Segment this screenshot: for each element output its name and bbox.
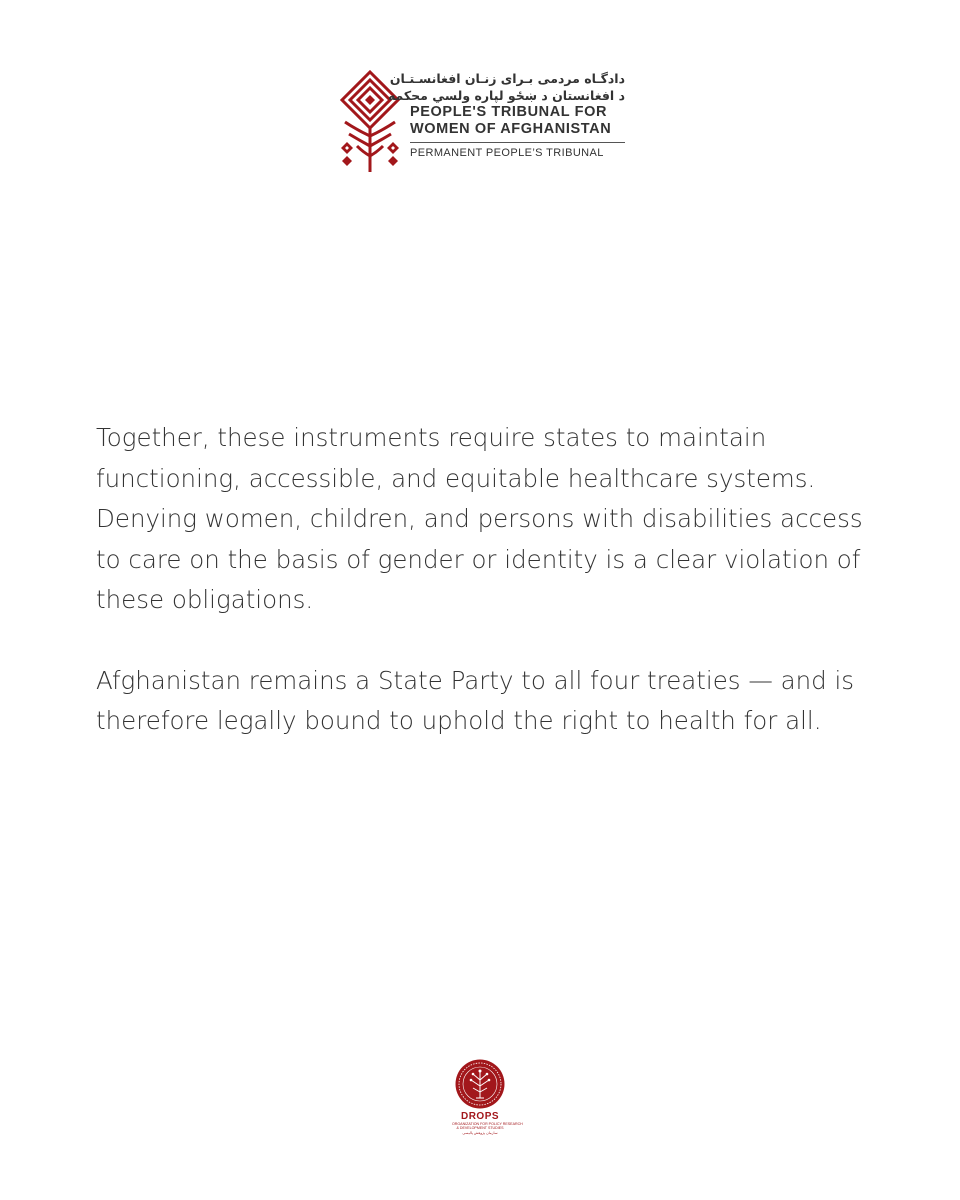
drops-tagline-1: ORGANIZATION FOR POLICY RESEARCH	[452, 1122, 523, 1126]
drops-wordmark: DROPS	[460, 1111, 500, 1122]
header-subtitle: PERMANENT PEOPLE’S TRIBUNAL	[410, 147, 604, 159]
header-arabic-line-1: دادگـاه مردمی بـرای زنـان افغانسـتـان	[389, 71, 625, 86]
tribunal-logo	[337, 70, 627, 180]
drops-tagline-3: سازمان پژوهش پالیسی	[462, 1130, 498, 1135]
header-divider	[410, 142, 625, 143]
body-paragraph-2: Afghanistan remains a State Party to all four treaties — and is therefore legally bound to uphold the right to health for all.	[96, 665, 855, 735]
drops-tagline-2: & DEVELOPMENT STUDIES	[456, 1126, 504, 1131]
header-arabic-line-2: د افغانستان د ښځو لپاره ولسي محکمه	[387, 88, 625, 103]
drops-tree-seal-icon	[454, 1058, 506, 1110]
header-title-line-1: PEOPLE'S TRIBUNAL FOR	[410, 104, 608, 120]
header-title-line-2: WOMEN OF AFGHANISTAN	[410, 121, 612, 137]
body-paragraph-1: Together, these instruments require states to maintain functioning, accessible, and equitable healthcare systems. Denying women, children, and persons with disabilities access to care on the basis of gender or identity is a clear violation of these obligations.	[96, 423, 863, 614]
drops-logo	[452, 1058, 523, 1158]
tribunal-logo-text	[387, 70, 625, 159]
main-body	[96, 418, 886, 742]
